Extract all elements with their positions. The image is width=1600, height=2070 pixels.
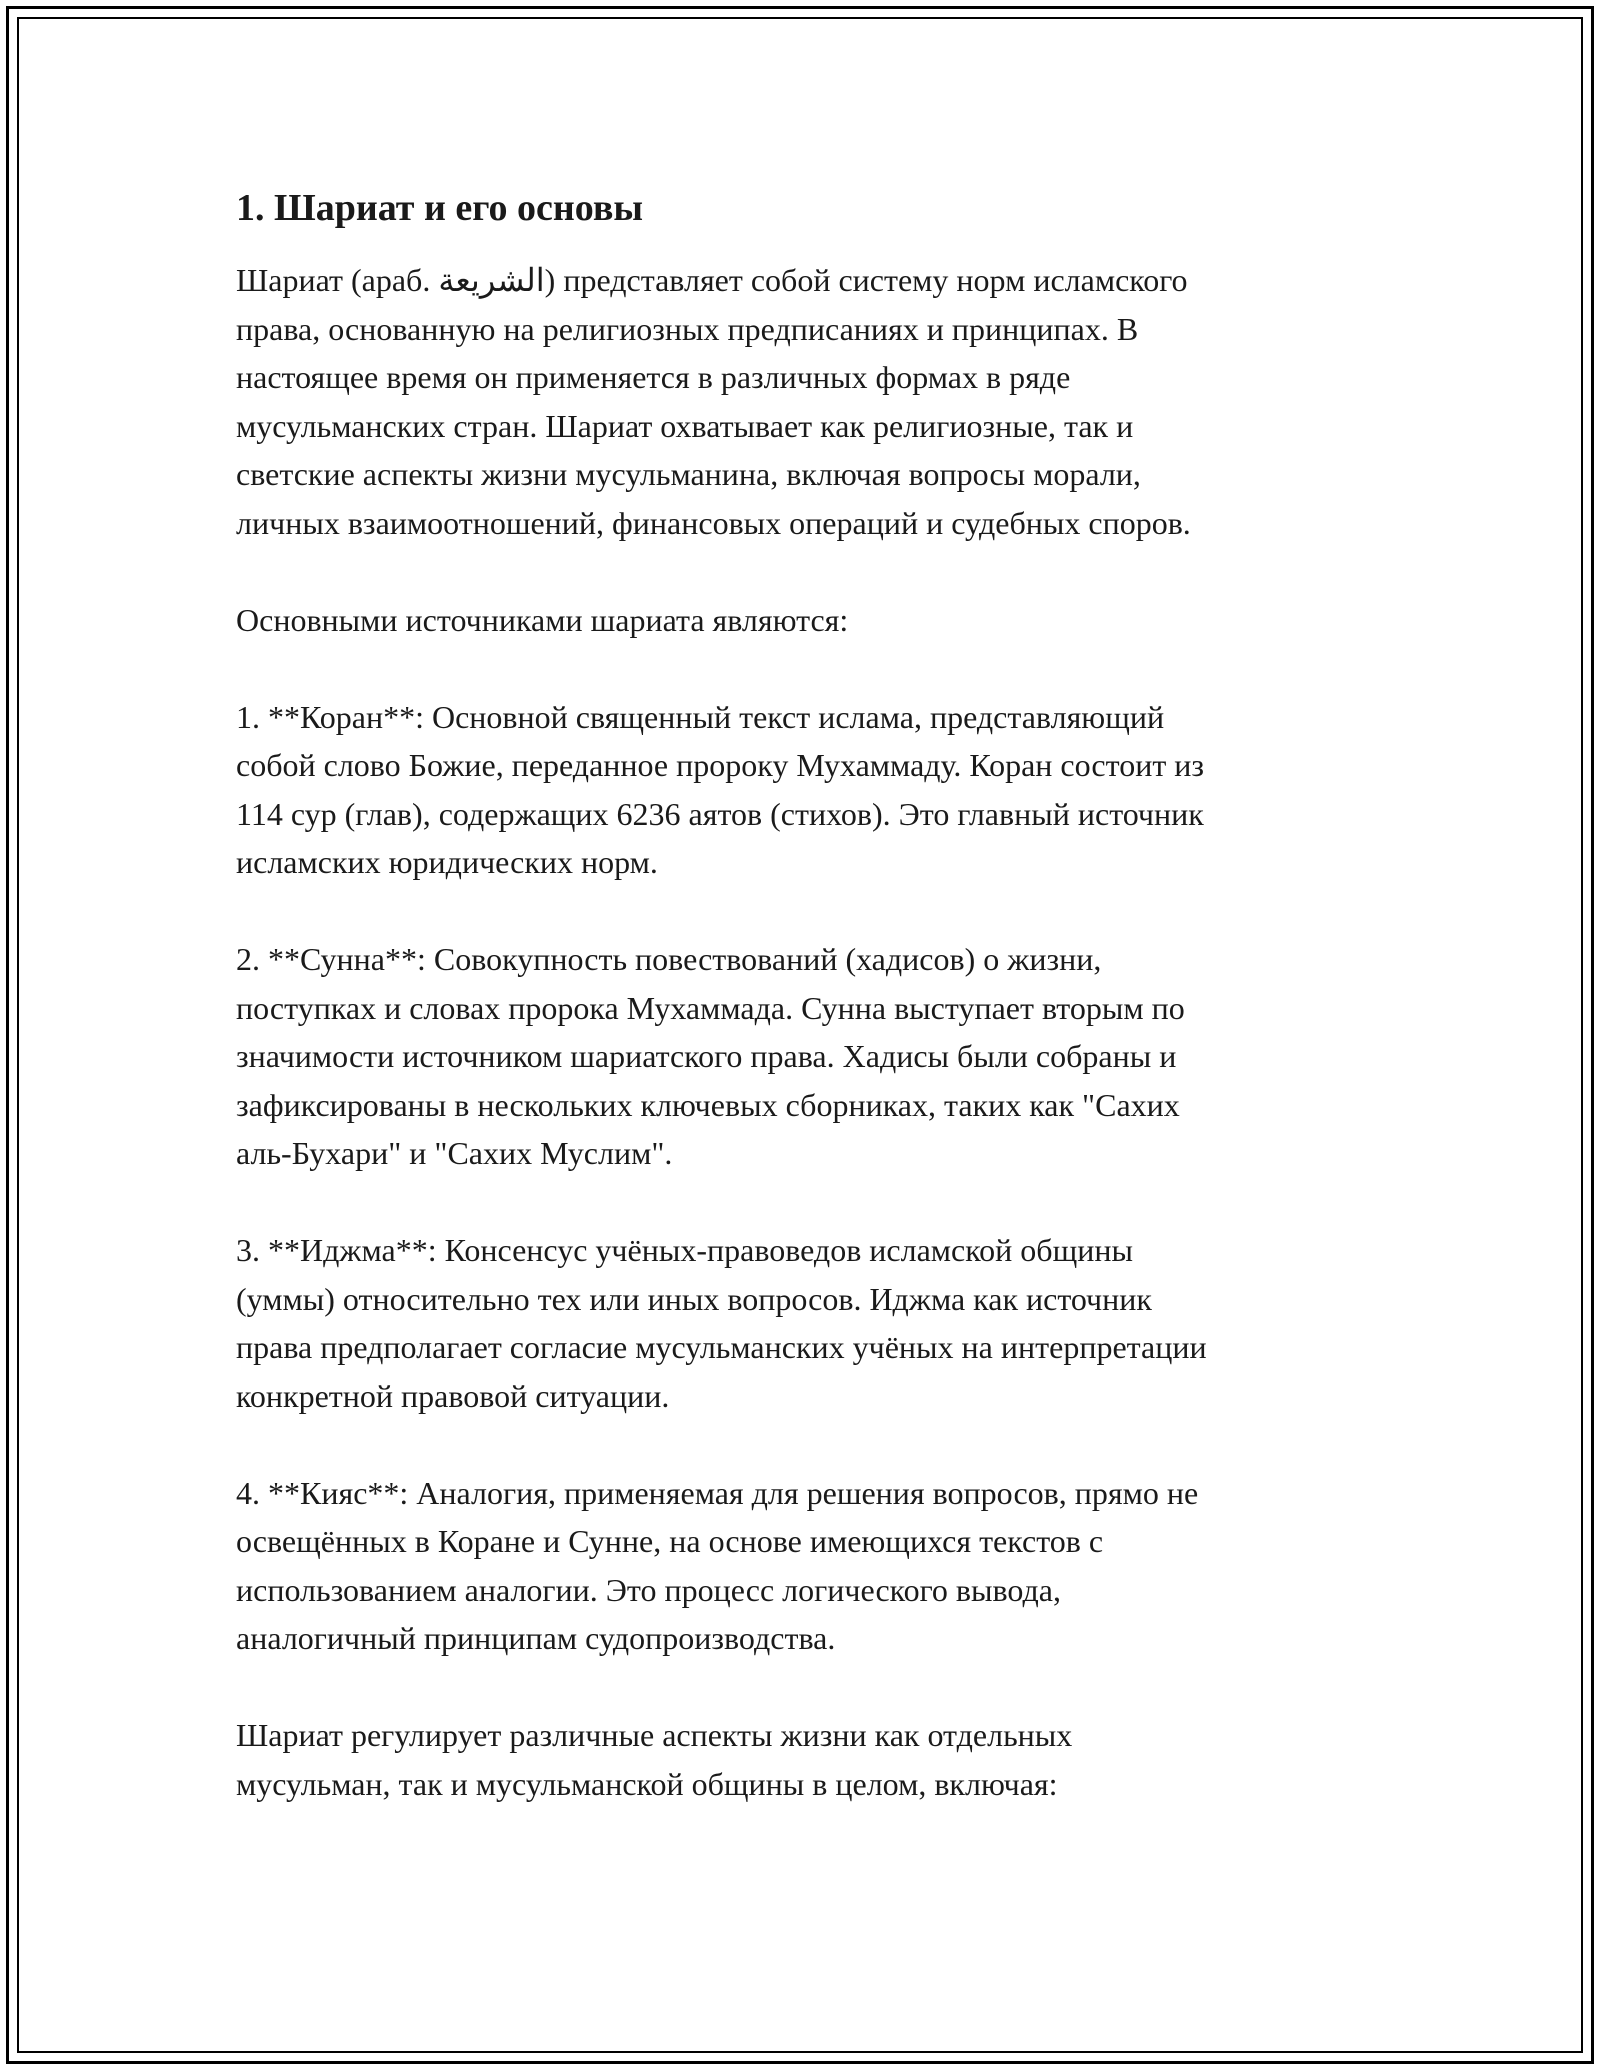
document-title: 1. Шариат и его основы (236, 187, 644, 229)
paragraph-line: права, основанную на религиозных предписаниях и принципах. В (236, 310, 1139, 347)
paragraph-line: освещённых в Коране и Сунне, на основе имеющихся текстов с (236, 1523, 1104, 1559)
paragraph-intro (236, 256, 1386, 547)
paragraph-sunnah (236, 935, 1386, 1178)
paragraph-line: настоящее время он применяется в различных формах в ряде (236, 359, 1071, 395)
paragraph-line: собой слово Божие, переданное пророку Мухаммаду. Коран состоит из (236, 747, 1205, 783)
paragraph-line: (уммы) относительно тех или иных вопросов. Иджма как источник (236, 1280, 1152, 1317)
paragraph-quran (236, 693, 1386, 887)
paragraph-conclusion (236, 1711, 1386, 1808)
paragraph-line: использованием аналогии. Это процесс логического вывода, (236, 1571, 1061, 1608)
paragraph-line: 3. **Иджма**: Консенсус учёных-правоведов исламской общины (236, 1232, 1133, 1268)
paragraph-line: исламских юридических норм. (236, 844, 658, 880)
paragraph-line: поступках и словах пророка Мухаммада. Сунна выступает вторым по (236, 989, 1185, 1026)
document-body (236, 184, 1386, 1857)
paragraph-sources-heading (236, 596, 1386, 645)
paragraph-line: зафиксированы в нескольких ключевых сборниках, таких как "Сахих (236, 1086, 1180, 1123)
paragraph-line: светские аспекты жизни мусульманина, включая вопросы морали, (236, 456, 1141, 492)
paragraph-qiyas (236, 1469, 1386, 1663)
paragraph-line: 2. **Сунна**: Совокупность повествований (хадисов) о жизни, (236, 941, 1102, 977)
paragraph-line: значимости источником шариатского права. Хадисы были собраны и (236, 1038, 1177, 1074)
paragraph-line: мусульманских стран. Шариат охватывает как религиозные, так и (236, 407, 1134, 444)
paragraph-line: права предполагает согласие мусульманских учёных на интерпретации (236, 1329, 1207, 1365)
paragraph-line: 4. **Кияс**: Аналогия, применяемая для решения вопросов, прямо не (236, 1474, 1199, 1511)
paragraph-ijma (236, 1226, 1386, 1420)
paragraph-line: 1. **Коран**: Основной священный текст ислама, представляющий (236, 698, 1165, 735)
paragraph-line: мусульман, так и мусульманской общины в целом, включая: (236, 1765, 1058, 1802)
paragraph-line: аль-Бухари" и "Сахих Муслим". (236, 1135, 673, 1171)
paragraph-line: конкретной правовой ситуации. (236, 1377, 670, 1414)
paragraph-line: Шариат (араб. الشريعة) представляет собой систему норм исламского (236, 262, 1188, 298)
paragraph-line: Основными источниками шариата являются: (236, 601, 849, 638)
paragraph-line: Шариат регулирует различные аспекты жизни как отдельных (236, 1717, 1073, 1753)
paragraph-line: 114 сур (глав), содержащих 6236 аятов (стихов). Это главный источник (236, 795, 1204, 832)
paragraph-line: личных взаимоотношений, финансовых операций и судебных споров. (236, 504, 1191, 541)
paragraph-line: аналогичный принципам судопроизводства. (236, 1620, 836, 1656)
